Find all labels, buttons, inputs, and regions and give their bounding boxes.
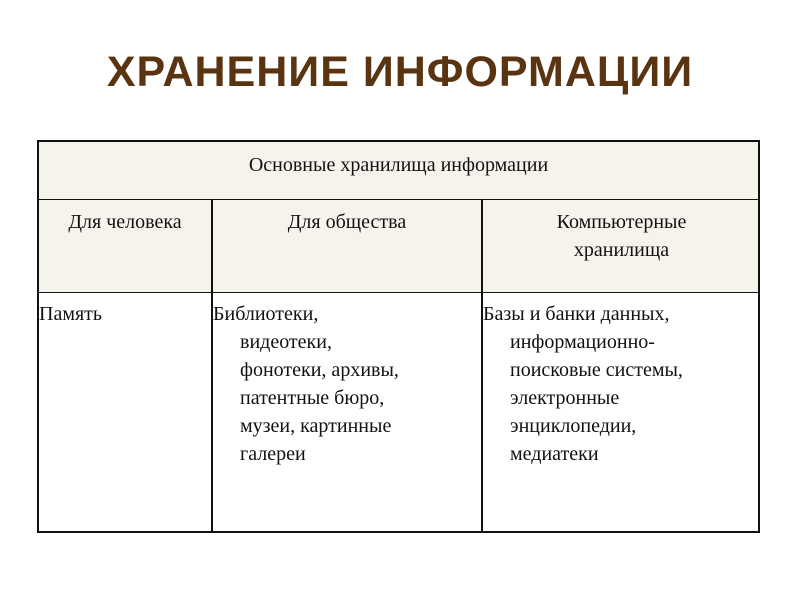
cell-computer-line: поисковые системы, [510,359,683,381]
cell-society-line: фонотеки, архивы, [240,359,399,381]
cell-computer-line: информационно- [510,331,655,353]
column-header-computer [483,208,760,264]
cell-society-line: галереи [240,443,306,465]
column-header-computer-line: хранилища [573,239,670,261]
cell-society-line: видеотеки, [240,331,332,353]
cell-society [213,300,479,468]
storage-table [37,140,760,533]
table-header-row [39,142,758,200]
cell-computer-line: энциклопедии, [510,415,637,437]
column-header-computer-line: Компьютерные [556,211,687,233]
page-title: ХРАНЕНИЕ ИНФОРМАЦИИ [106,48,694,96]
cell-computer-line: Базы и банки данных, [483,303,670,325]
column-header-human: Для человека [68,211,182,233]
cell-computer [483,300,759,468]
cell-computer-line: медиатеки [510,443,599,465]
cell-society-line: музеи, картинные [240,415,392,437]
cell-human: Память [39,303,103,325]
table-header-text: Основные хранилища информации [248,154,549,176]
cell-society-line: Библиотеки, [213,303,319,325]
column-header-society: Для общества [287,211,407,233]
cell-computer-line: электронные [510,387,620,409]
cell-society-line: патентные бюро, [240,387,385,409]
